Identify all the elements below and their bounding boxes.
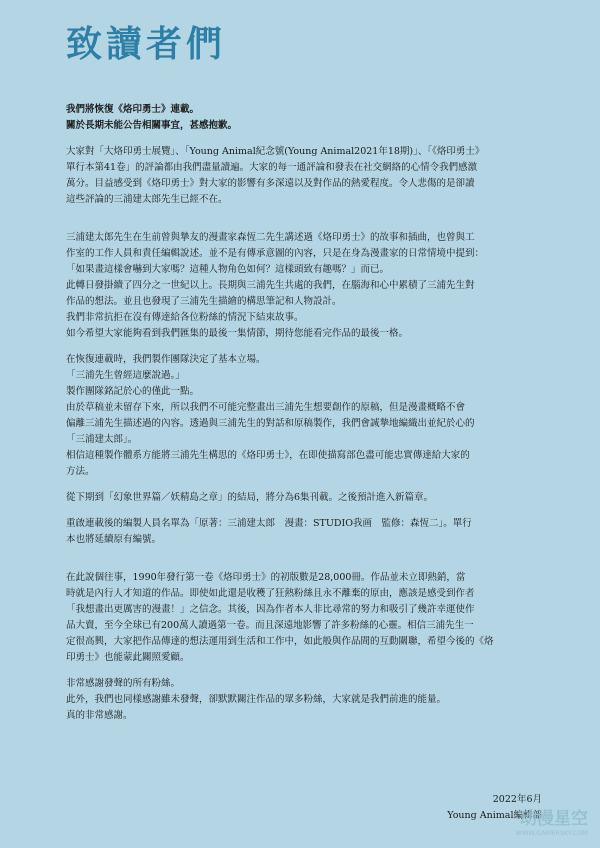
text-line: 三浦建太郎先生在生前曾與摯友的漫畫家森恆二先生講述過《烙印勇士》的故事和插曲，也曾與工 — [66, 232, 475, 243]
watermark-logo — [470, 804, 590, 838]
section-policy — [66, 352, 548, 480]
section-credits — [66, 516, 548, 548]
text-line: 偏離三浦先生描述過的內容。透過與三浦先生的對話和原稿製作，我們會誠摯地編織出並紀於心的 — [66, 418, 475, 429]
text-line: 在恢復連載時，我們製作團隊決定了基本立場。 — [66, 354, 266, 365]
section-history — [66, 570, 548, 666]
text-line: 作品的想法。並且也發現了三浦先生描繪的構思筆記和人物設計。 — [66, 296, 342, 307]
watermark-text: 动漫星空 — [520, 809, 588, 829]
text-line: 方法。 — [66, 466, 95, 477]
text-line: 「我想畫出更厲害的漫畫！」之信念。其後，因為作者本人非比尋常的努力和吸引了幾許幸運使作 — [66, 604, 475, 615]
text-line: 製作團隊銘記於心的僅此一點。 — [66, 386, 200, 397]
section-resume — [66, 102, 548, 134]
section-thanks — [66, 676, 548, 724]
text-line: 我們非常抗拒在沒有傳達給各位粉絲的情況下結束故事。 — [66, 312, 304, 323]
text-line: 這些評論的三浦建太郎先生已經不在。 — [66, 194, 228, 205]
signature-department: Young Animal編輯部 — [447, 810, 542, 821]
text-line: 此外，我們也同樣感謝雖未發聲，卻默默關注作品的眾多粉絲，大家就是我們前進的能量。 — [66, 694, 447, 705]
text-line: 萬分。目益感受到《烙印勇士》對大家的影響有多深遠以及對作品的熱愛程度。令人悲傷的是卻讀 — [66, 178, 475, 189]
text-line: 在此說個往事，1990年發行第一卷《烙印勇士》的初版數是28,000冊。作品並未立即熱銷，當 — [66, 572, 466, 583]
text-line: 印勇士》也能蒙此關照愛顧。 — [66, 652, 190, 663]
text-line: 我們將恢復《烙印勇士》連載。 — [66, 104, 200, 115]
text-line: 真的非常感謝。 — [66, 710, 133, 721]
section-feedback — [66, 144, 548, 208]
signature-date: 2022年6月 — [492, 794, 542, 805]
text-line: 「如果畫這樣會嚇到大家嗎？這種人物角色如何？這樣頭致有趣嗎？」而已。 — [66, 264, 390, 275]
page-title: 致讀者們 — [66, 23, 227, 65]
text-line: 關於長期未能公告相關事宜，甚感抱歉。 — [66, 120, 238, 131]
text-line: 時就是內行人才知道的作品。即使如此還是收穫了狂熱粉絲且永不離棄的原由，應該是感受到作者 — [66, 588, 475, 599]
text-line: 大家對「大烙印勇士展覽」、「Young Animal紀念號(Young Animal2021年18期)」、「《烙印勇士》 — [66, 146, 485, 157]
text-line: 「三浦先生曾經這麼說過。」 — [66, 370, 185, 381]
text-line: 作室的工作人員和責任編輯說述。並不是有傳承意圖的內容，只是在身為漫畫家的日常情境中提到： — [66, 248, 485, 259]
text-line: 重啟連載後的編製人員名單為「原著：三浦建太郎 漫畫：STUDIO我画 監修：森恆二」。單行 — [66, 518, 472, 529]
text-line: 單行本第41卷」的評論都由我們盡量讀遍。大家的每一通評論和發表在社交網絡的心情令我們感激 — [66, 162, 478, 173]
text-line: 由於草稿並未留存下來，所以我們不可能完整畫出三浦先生想要創作的原稿，但是漫畫概略不會 — [66, 402, 466, 413]
text-line: 從下期到「幻象世界篇／妖精島之章」的結局，將分為6集刊載。之後預計進入新篇章。 — [66, 492, 434, 503]
section-story — [66, 230, 548, 342]
text-line: 相信這種製作體系方能將三浦先生構思的《烙印勇士》，在即使描寫部色盡可能忠實傳達給大家的 — [66, 450, 470, 461]
text-line: 定很高興，大家把作品傳達的想法運用到生活和工作中，如此般與作品間的互動關聯，希望今後的《烙 — [66, 636, 494, 647]
text-line: 非常感謝發聲的所有粉絲。 — [66, 678, 181, 689]
text-line: 品大賣，至今全球已有200萬人讀過第一卷。而且深遠地影響了許多粉絲的心靈。相信三浦先生一 — [66, 620, 474, 631]
section-schedule — [66, 490, 548, 506]
text-line: 「三浦建太郎」。 — [66, 434, 138, 445]
text-line: 此轉日發掛續了四分之一世紀以上。長期與三浦先生共處的我們，在腦海和心中累積了三浦先生對 — [66, 280, 475, 291]
text-line: 如今希望大家能夠看到我們匯集的最後一集情節，期待您能看完作品的最後一格。 — [66, 328, 409, 339]
text-line: 本也將延續原有編號。 — [66, 534, 162, 545]
watermark-subtext: WWW.GAMERSKY.COM — [515, 829, 588, 837]
